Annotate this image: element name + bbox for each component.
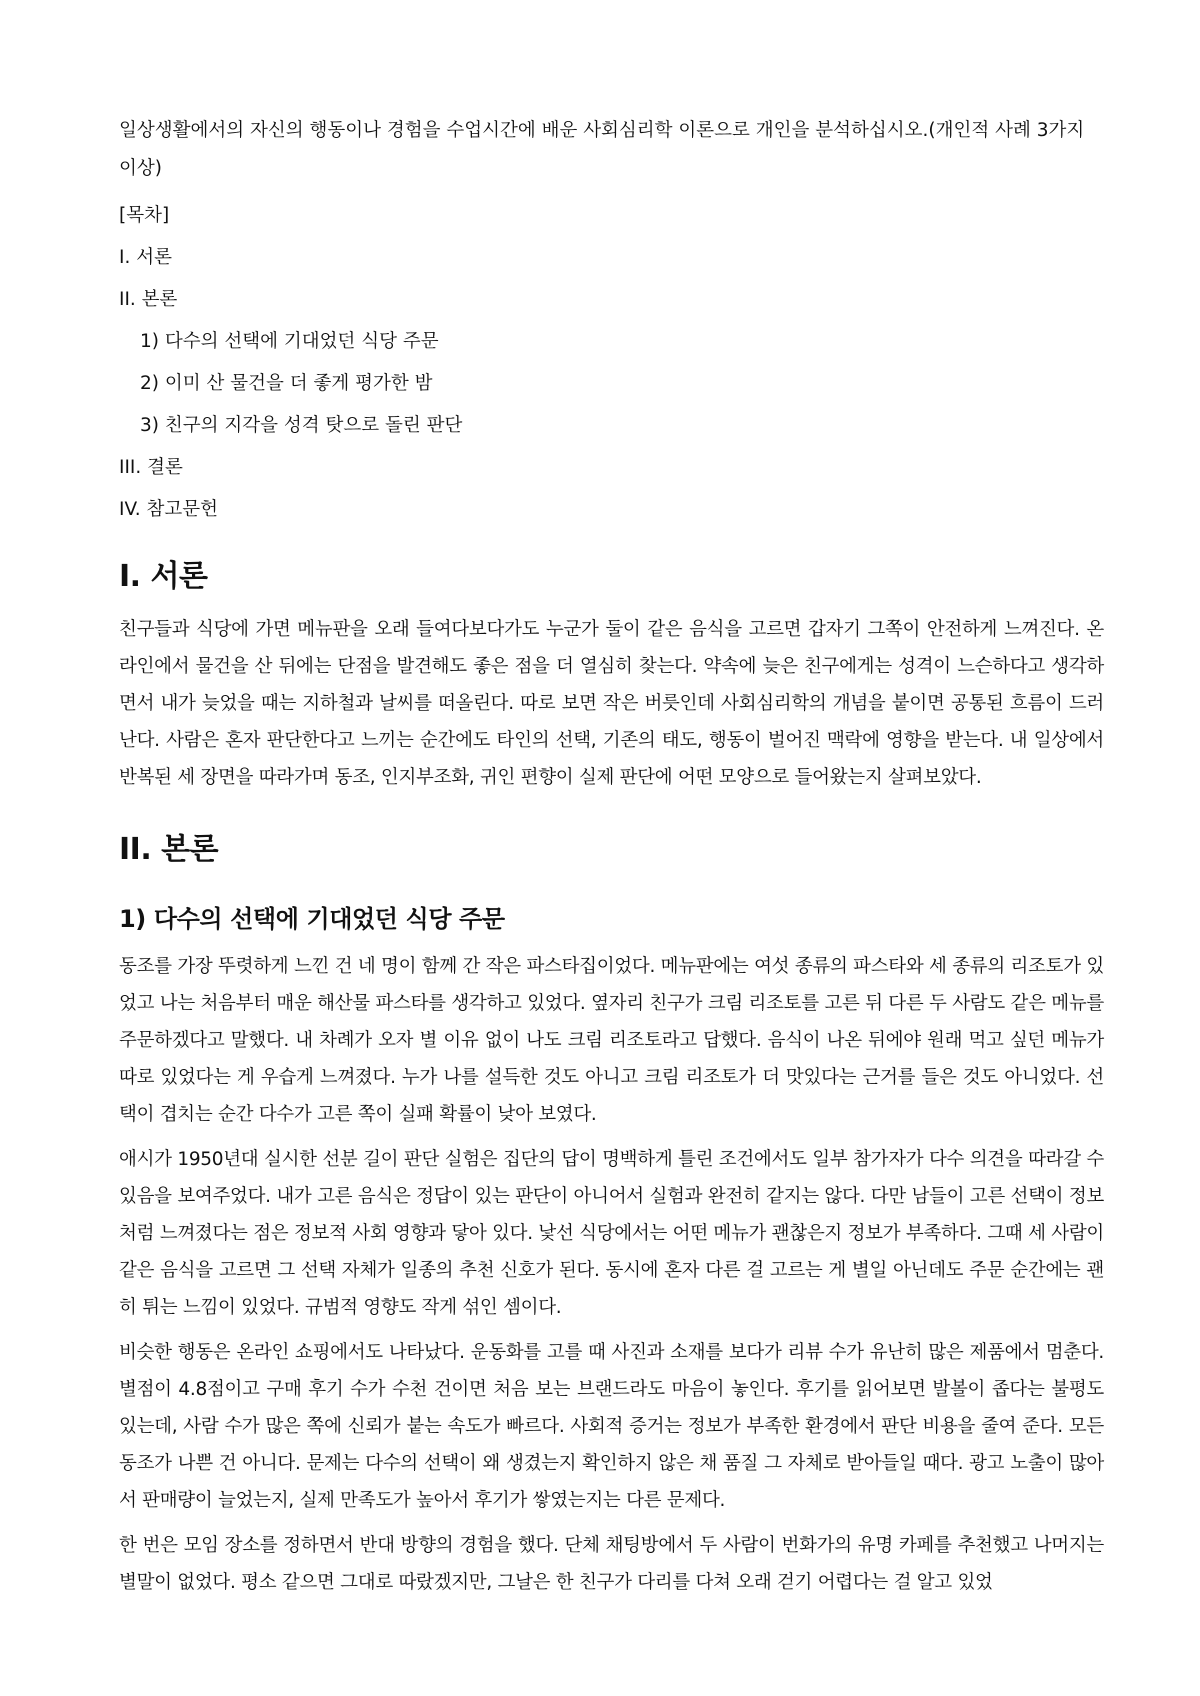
body-paragraph: 비슷한 행동은 온라인 쇼핑에서도 나타났다. 운동화를 고를 때 사진과 소재를 보다가 리뷰 수가 유난히 많은 제품에서 멈춘다. 별점이 4.8점이고 구매 후기 수가 수천 건이면 처음 보는 브랜드라도 마음이 놓인다. 후기를 읽어보면 발볼이 좁다는 불평도 있는데, 사람 수가 많은 쪽에 신뢰가 붙는 속도가 빠르다. 사회적 증거는 정보가 부족한 환경에서 판단 비용을 줄여 준다. 모든 동조가 나쁜 건 아니다. 문제는 다수의 선택이 왜 생겼는지 확인하지 않은 채 품질 그 자체로 받아들일 때다. 광고 노출이 많아서 판매량이 늘었는지, 실제 만족도가 높아서 후기가 쌓였는지는 다른 문제다. [119,1342,1104,1511]
toc-item-body: II. 본론 [119,289,178,310]
body-paragraph: 애시가 1950년대 실시한 선분 길이 판단 실험은 집단의 답이 명백하게 틀린 조건에서도 일부 참가자가 다수 의견을 따라갈 수 있음을 보여주었다. 내가 고른 음식은 정답이 있는 판단이 아니어서 실험과 완전히 같지는 않다. 다만 남들이 고른 선택이 정보처럼 느껴졌다는 점은 정보적 사회 영향과 닿아 있다. 낯선 식당에서는 어떤 메뉴가 괜찮은지 정보가 부족하다. 그때 세 사람이 같은 음식을 고르면 그 선택 자체가 일종의 추천 신호가 된다. 동시에 혼자 다른 걸 고르는 게 별일 아닌데도 주문 순간에는 괜히 튀는 느낌이 있었다. 규범적 영향도 작게 섞인 셈이다. [119,1149,1104,1318]
toc-item-references: IV. 참고문헌 [119,499,218,520]
assignment-prompt: 일상생활에서의 자신의 행동이나 경험을 수업시간에 배운 사회심리학 이론으로 개인을 분석하십시오.(개인적 사례 3가지 이상) [119,120,1085,179]
toc-subitem-3: 3) 친구의 지각을 성격 탓으로 돌린 판단 [140,415,463,436]
toc-heading: [목차] [119,205,170,226]
table-of-contents [119,202,1104,523]
section-heading-introduction: I. 서론 [119,559,208,594]
toc-subitem-2: 2) 이미 산 물건을 더 좋게 평가한 밤 [140,373,433,394]
body-paragraph: 한 번은 모임 장소를 정하면서 반대 방향의 경험을 했다. 단체 채팅방에서 두 사람이 번화가의 유명 카페를 추천했고 나머지는 별말이 없었다. 평소 같으면 그대로 따랐겠지만, 그날은 한 친구가 다리를 다쳐 오래 걷기 어렵다는 걸 알고 있었 [119,1535,1104,1593]
subsection-heading-1: 1) 다수의 선택에 기대었던 식당 주문 [119,905,505,933]
toc-item-introduction: I. 서론 [119,247,172,268]
section-heading-body: II. 본론 [119,832,219,867]
toc-item-conclusion: III. 결론 [119,457,183,478]
toc-subitem-1: 1) 다수의 선택에 기대었던 식당 주문 [140,331,439,352]
introduction-paragraph: 친구들과 식당에 가면 메뉴판을 오래 들여다보다가도 누군가 둘이 같은 음식을 고르면 갑자기 그쪽이 안전하게 느껴진다. 온라인에서 물건을 산 뒤에는 단점을 발견해도 좋은 점을 더 열심히 찾는다. 약속에 늦은 친구에게는 성격이 느슨하다고 생각하면서 내가 늦었을 때는 지하철과 날씨를 떠올린다. 따로 보면 작은 버릇인데 사회심리학의 개념을 붙이면 공통된 흐름이 드러난다. 사람은 혼자 판단한다고 느끼는 순간에도 타인의 선택, 기존의 태도, 행동이 벌어진 맥락에 영향을 받는다. 내 일상에서 반복된 세 장면을 따라가며 동조, 인지부조화, 귀인 편향이 실제 판단에 어떤 모양으로 들어왔는지 살펴보았다. [119,619,1104,788]
body-paragraph: 동조를 가장 뚜렷하게 느낀 건 네 명이 함께 간 작은 파스타집이었다. 메뉴판에는 여섯 종류의 파스타와 세 종류의 리조토가 있었고 나는 처음부터 매운 해산물 파스타를 생각하고 있었다. 옆자리 친구가 크림 리조토를 고른 뒤 다른 두 사람도 같은 메뉴를 주문하겠다고 말했다. 내 차례가 오자 별 이유 없이 나도 크림 리조토라고 답했다. 음식이 나온 뒤에야 원래 먹고 싶던 메뉴가 따로 있었다는 게 우습게 느껴졌다. 누가 나를 설득한 것도 아니고 크림 리조토가 더 맛있다는 근거를 들은 것도 아니었다. 선택이 겹치는 순간 다수가 고른 쪽이 실패 확률이 낮아 보였다. [119,956,1104,1125]
